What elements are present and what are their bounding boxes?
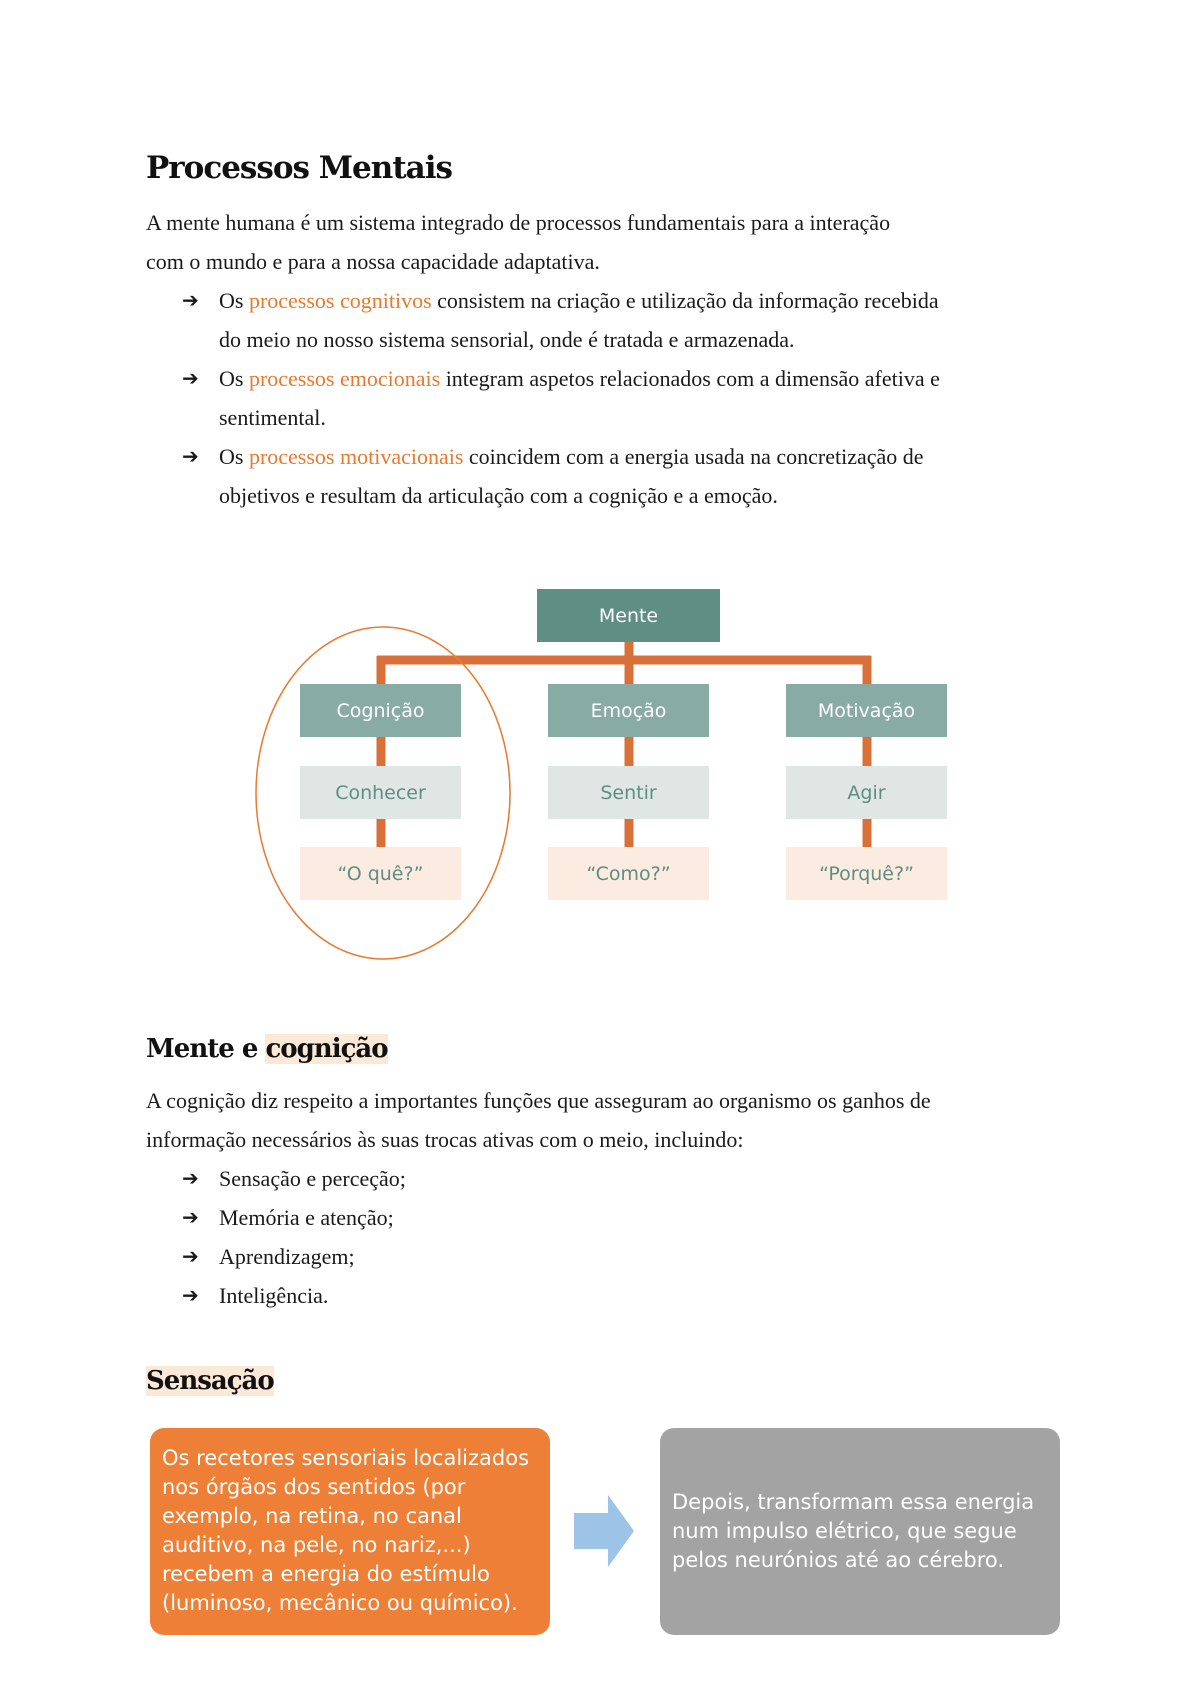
node-label: “Como?”: [586, 862, 671, 885]
processes-list: [146, 281, 1076, 515]
node-emocao: [548, 684, 709, 737]
node-conhecer: [300, 766, 461, 819]
node-sentir: [548, 766, 709, 819]
bullet-prefix: Os: [219, 366, 249, 391]
bullet-text-line2: do meio no nosso sistema sensorial, onde é tratada e armazenada.: [219, 327, 795, 352]
arrow-right-icon: ➔: [182, 444, 199, 468]
list-item: [146, 1198, 1076, 1237]
list-item-motivational: [146, 437, 1076, 515]
list-item: [146, 1276, 1076, 1315]
bullet-prefix: Os: [219, 288, 249, 313]
node-label: “O quê?”: [337, 862, 424, 885]
title-part: Mente e: [146, 1034, 266, 1064]
card-line: (luminoso, mecânico ou químico).: [162, 1591, 518, 1615]
node-como: [548, 847, 709, 900]
bullet-text: consistem na criação e utilização da informação recebida: [431, 288, 939, 313]
sensation-step-2-card: [660, 1428, 1060, 1635]
arrow-right-icon: [574, 1495, 634, 1567]
cognition-line-1: A cognição diz respeito a importantes funções que asseguram ao organismo os ganhos de: [146, 1088, 931, 1113]
highlight-processos-motivacionais: processos motivacionais: [248, 444, 464, 469]
node-label: Mente: [598, 604, 659, 627]
sensation-step-1-card: [150, 1428, 550, 1635]
card-line: auditivo, na pele, no nariz,...): [162, 1533, 471, 1557]
bullet-text-line2: sentimental.: [219, 405, 326, 430]
list-item: [146, 1237, 1076, 1276]
card-line: Depois, transformam essa energia: [672, 1490, 1035, 1514]
section-title-processos-mentais: Processos Mentais: [146, 150, 452, 186]
arrow-right-icon: ➔: [182, 288, 199, 312]
node-motivacao: [786, 684, 947, 737]
title-highlight: cognição: [265, 1034, 388, 1064]
node-label: Conhecer: [335, 781, 426, 804]
arrow-right-icon: ➔: [182, 1166, 199, 1190]
node-label: “Porquê?”: [819, 862, 914, 885]
card-line: exemplo, na retina, no canal: [162, 1504, 462, 1528]
bullet-text: integram aspetos relacionados com a dimensão afetiva e: [440, 366, 940, 391]
list-item-text: Aprendizagem;: [219, 1244, 355, 1269]
node-label: Sentir: [600, 781, 657, 804]
arrow-right-icon: ➔: [182, 1205, 199, 1229]
intro-paragraph: [146, 203, 1066, 281]
card-line: nos órgãos dos sentidos (por: [162, 1475, 466, 1499]
cognition-functions-list: [146, 1159, 1076, 1315]
intro-line-1: A mente humana é um sistema integrado de processos fundamentais para a interação: [146, 210, 891, 235]
title-highlight: Sensação: [146, 1366, 274, 1396]
card-text: [672, 1488, 1034, 1575]
node-agir: [786, 766, 947, 819]
arrow-right-icon: ➔: [182, 1283, 199, 1307]
node-o-que: [300, 847, 461, 900]
list-item-emotional: [146, 359, 1076, 437]
node-label: Emoção: [590, 699, 667, 722]
card-line: Os recetores sensoriais localizados: [162, 1446, 530, 1470]
node-label: Agir: [847, 781, 886, 804]
section-title-mente-cognicao: [146, 1034, 388, 1064]
list-item-text: Sensação e perceção;: [219, 1166, 406, 1191]
node-porque: [786, 847, 947, 900]
list-item: [146, 1159, 1076, 1198]
highlight-processos-emocionais: processos emocionais: [248, 366, 441, 391]
list-item-text: Inteligência.: [219, 1283, 329, 1308]
highlight-processos-cognitivos: processos cognitivos: [248, 288, 432, 313]
bullet-text-line2: objetivos e resultam da articulação com a cognição e a emoção.: [219, 483, 778, 508]
intro-line-2: com o mundo e para a nossa capacidade adaptativa.: [146, 249, 600, 274]
node-cognicao: [300, 684, 461, 737]
highlight-ellipse: [256, 627, 510, 959]
card-line: recebem a energia do estímulo: [162, 1562, 490, 1586]
node-label: Cognição: [336, 699, 425, 722]
card-line: pelos neurónios até ao cérebro.: [672, 1548, 1005, 1572]
cognition-paragraph: [146, 1081, 1066, 1159]
bullet-text: coincidem com a energia usada na concretização de: [463, 444, 924, 469]
list-item-text: Memória e atenção;: [219, 1205, 394, 1230]
arrow-right-icon: ➔: [182, 366, 199, 390]
cognition-line-2: informação necessários às suas trocas ativas com o meio, incluindo:: [146, 1127, 744, 1152]
section-title-sensacao: [146, 1366, 274, 1396]
node-label: Motivação: [817, 699, 916, 722]
node-mente: [537, 589, 720, 642]
card-line: num impulso elétrico, que segue: [672, 1519, 1017, 1543]
arrow-right-icon: ➔: [182, 1244, 199, 1268]
list-item-cognitive: [146, 281, 1076, 359]
bullet-prefix: Os: [219, 444, 249, 469]
